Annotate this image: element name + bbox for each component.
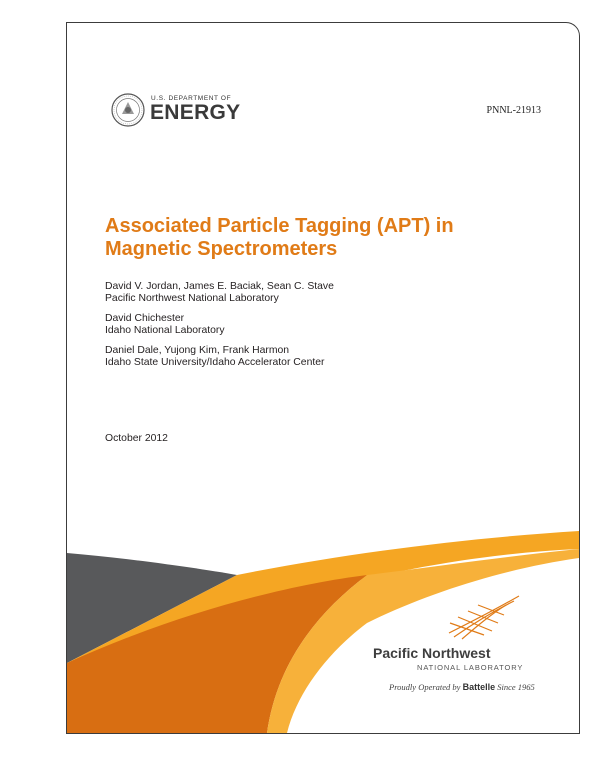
publication-date: October 2012 <box>105 433 168 444</box>
author-names: David Chichester <box>105 313 185 324</box>
battelle-brand: Battelle <box>462 682 496 692</box>
pnnl-logo <box>367 593 567 703</box>
tagline-prefix: Proudly Operated by <box>389 682 461 692</box>
agency-name: ENERGY <box>150 101 241 124</box>
author-affiliation: Idaho State University/Idaho Accelerator Center <box>105 357 325 368</box>
author-affiliation: Pacific Northwest National Laboratory <box>105 293 279 304</box>
author-names: Daniel Dale, Yujong Kim, Frank Harmon <box>105 345 290 356</box>
tagline-suffix: Since 1965 <box>497 682 535 692</box>
pnnl-name: Pacific Northwest <box>373 645 491 661</box>
author-group <box>105 313 545 337</box>
report-cover-page <box>66 22 580 734</box>
report-number: PNNL-21913 <box>486 105 541 116</box>
agency-department-label: U.S. DEPARTMENT OF <box>151 95 232 102</box>
pnnl-tagline <box>389 682 535 692</box>
doe-seal-icon <box>111 93 145 127</box>
report-title: Associated Particle Tagging (APT) in Magnetic Spectrometers <box>105 215 454 260</box>
author-names: David V. Jordan, James E. Baciak, Sean C. Stave <box>105 281 334 292</box>
pnnl-network-mark-icon <box>444 593 524 641</box>
pnnl-subname: NATIONAL LABORATORY <box>417 663 524 672</box>
author-list <box>105 281 545 377</box>
author-affiliation: Idaho National Laboratory <box>105 325 225 336</box>
author-group <box>105 345 545 369</box>
author-group <box>105 281 545 305</box>
